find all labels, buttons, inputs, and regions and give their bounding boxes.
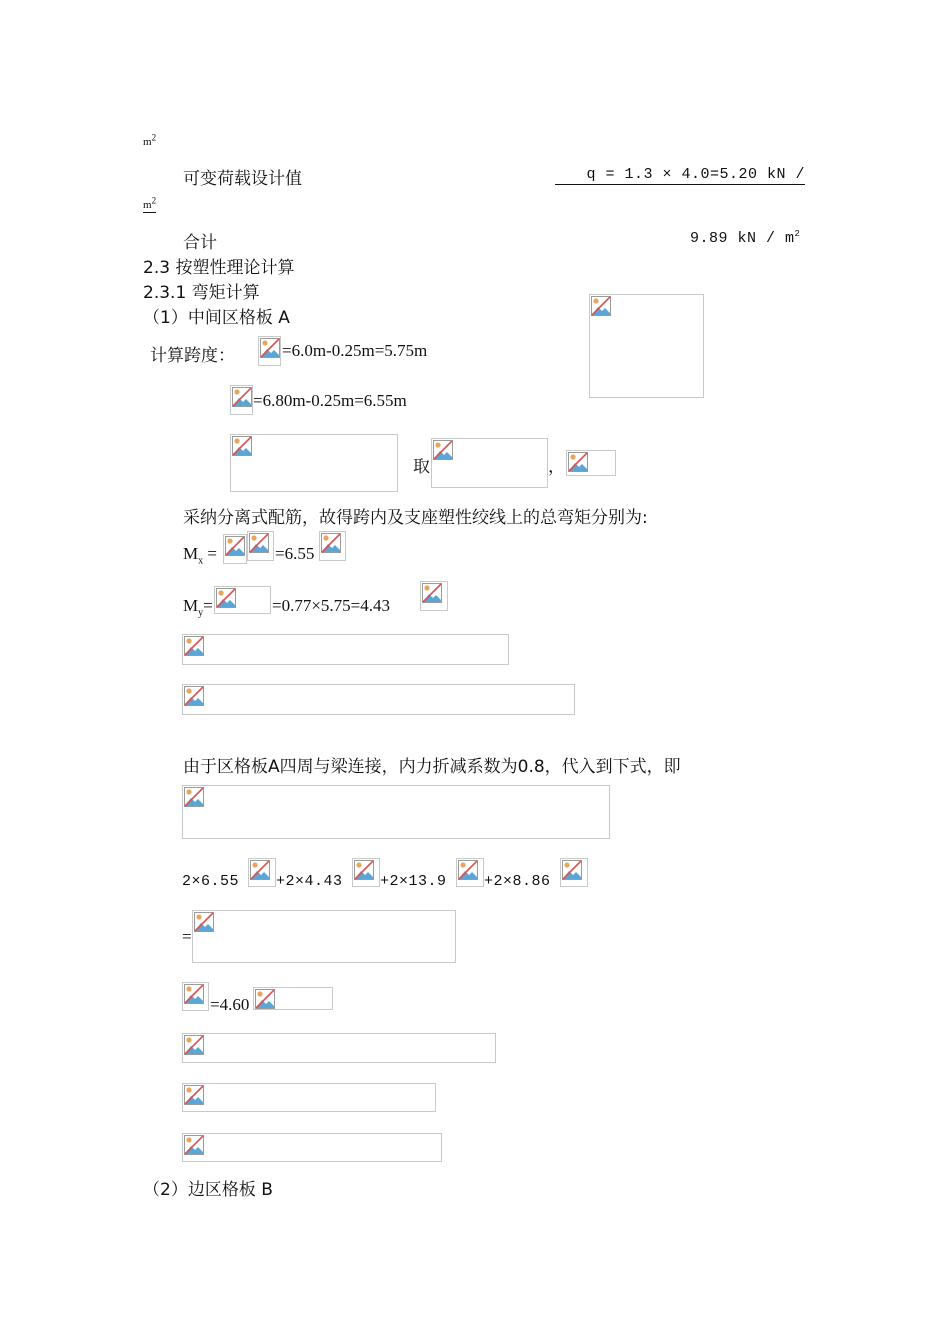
my-factor-image [214,586,271,614]
moment-result-formula-1 [182,1033,496,1063]
broken-image-icon [433,440,453,460]
broken-image-icon [260,338,280,358]
mx-value: =6.55 [275,544,315,563]
separated-reinforcement-text: 采纳分离式配筋，故得跨内及支座塑性绞线上的总弯矩分别为: [183,508,648,528]
broken-image-icon [225,536,245,556]
broken-image-icon [321,533,341,553]
sum-term-4: +2×8.86 [484,873,551,890]
broken-image-icon [184,787,204,807]
unit-m2-second: $m^2$ [143,195,157,211]
broken-image-icon [232,436,252,456]
take-formula-image [431,438,548,488]
broken-image-icon [216,588,236,608]
m-symbol-image [182,982,209,1011]
right-hand-side-image [192,910,456,963]
variable-load-label: 可变荷载设计值 [183,169,302,189]
sum-term-3: +2×13.9 [380,873,447,890]
my-label: $M_y=$ [183,596,213,619]
broken-image-icon [194,912,214,932]
sum-term-1: 2×6.55 [182,873,240,890]
plate-figure-image [589,294,704,398]
span-lx-value: =6.0m-0.25m=5.75m [282,341,428,360]
mx-unit-image [319,531,346,561]
broken-image-icon [568,452,588,472]
panel-a-heading: （1）中间区格板 A [143,308,290,328]
result-unit-image [253,987,333,1010]
my-value: =0.77×5.75=4.43 [272,596,391,615]
broken-image-icon [184,1035,204,1055]
broken-image-icon [184,636,204,656]
span-ly-value: =6.80m-0.25m=6.55m [253,391,407,410]
ly-symbol-image [230,385,253,415]
broken-image-icon [562,860,582,880]
broken-image-icon [184,984,204,1004]
unit-m2-top: $m^2$ [143,132,157,148]
ratio-formula-image [230,434,398,492]
result-value: =4.60 [210,995,250,1014]
total-value: 9.89 kN / $m^2$ [690,229,801,247]
broken-image-icon [591,296,611,316]
total-label: 合计 [183,233,217,253]
variable-load-formula: q = 1.3 × 4.0=5.20 kN / [555,166,805,185]
my-unit-image [420,581,448,611]
broken-image-icon [184,1085,204,1105]
sum-term-2-image [352,858,380,887]
moment-equation-image [182,785,610,839]
comma: ， [548,457,565,477]
section-heading-2-3: 2.3 按塑性理论计算 [143,258,295,278]
sum-term-3-image [456,858,484,887]
broken-image-icon [184,1135,204,1155]
span-label: 计算跨度： [150,346,235,366]
broken-image-icon [354,860,374,880]
broken-image-icon [422,583,442,603]
moment-result-formula-3 [182,1133,442,1162]
sum-term-4-image [560,858,588,887]
mx-factor-image [223,534,247,564]
mx-label: $M_x$ = [183,544,217,567]
broken-image-icon [255,989,275,1009]
moment-result-formula-2 [182,1083,436,1112]
broken-image-icon [184,686,204,706]
take-label: 取 [413,457,430,477]
sum-term-1-image [248,858,276,887]
mx-support-formula-image [182,634,509,665]
panel-b-heading: （2）边区格板 B [143,1180,273,1200]
sum-term-2: +2×4.43 [276,873,343,890]
broken-image-icon [249,533,269,553]
lx-symbol-image [258,336,281,366]
broken-image-icon [232,387,252,407]
reduction-factor-text: 由于区格板A四周与梁连接，内力折减系数为0.8，代入到下式，即 [183,757,681,777]
broken-image-icon [458,860,478,880]
section-heading-2-3-1: 2.3.1 弯矩计算 [143,283,260,303]
equals-sign: = [182,927,192,946]
broken-image-icon [250,860,270,880]
mx-factor-image-2 [247,531,274,561]
beta-formula-image [566,450,616,476]
my-support-formula-image [182,684,575,715]
